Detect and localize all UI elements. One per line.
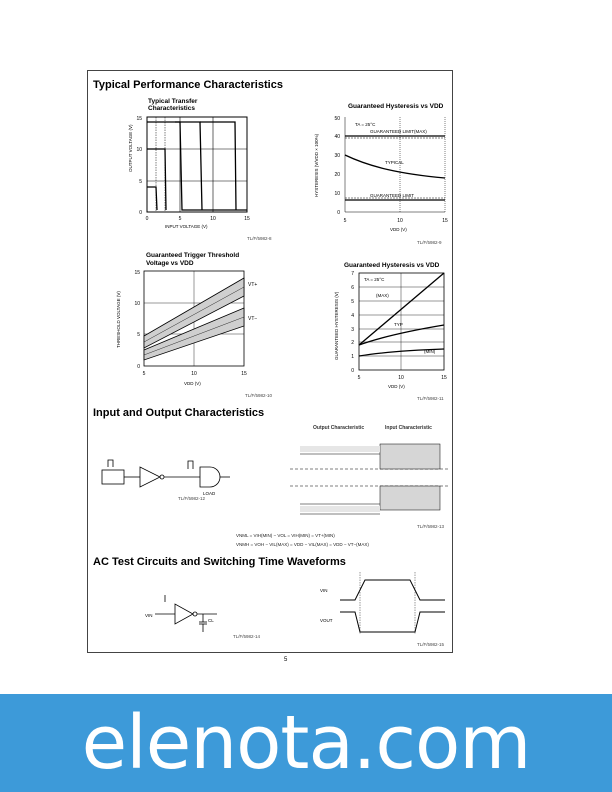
chart-hyst1-ytick: 0: [337, 210, 340, 216]
chart-hyst1-ann-typ: TYPICAL: [385, 160, 404, 165]
ac-cl-label: CL: [208, 618, 214, 623]
io-equation-2: VNMH = VOH − VIL(MAX) = VDD − VIL(MAX) = VDD − VT−(MAX): [236, 542, 369, 547]
chart-hyst1-ann-ta: TA = 25°C: [355, 122, 376, 127]
io-right-fig: TL/F/5982-13: [417, 524, 445, 529]
chart-transfer-title-2: Characteristics: [148, 105, 195, 112]
chart-transfer-title-1: Typical Transfer: [148, 98, 198, 105]
io-equation-1: VNML = VIH(MIN) − VOL = VIH(MIN) = VT+(MIN): [236, 533, 335, 538]
chart-hyst1-xtick: 15: [442, 218, 448, 224]
chart-hyst1-plot: [310, 112, 450, 242]
chart-hyst1-ytick: 50: [334, 116, 340, 122]
io-load-label: LOAD: [203, 491, 216, 496]
chart-transfer-plot: [120, 112, 260, 232]
chart-transfer-ytick: 5: [139, 179, 142, 185]
chart-hyst1-ytick: 20: [334, 172, 340, 178]
chart-transfer-fig: TL/F/5982-8: [247, 236, 272, 241]
chart-hyst2-ann-min: (MIN): [424, 349, 436, 354]
chart-hyst2-ann-max: (MAX): [376, 293, 389, 298]
chart-trigger-plot: [112, 268, 262, 388]
chart-transfer-ytick: 0: [139, 210, 142, 216]
chart-hyst2-ytick: 3: [351, 327, 354, 333]
chart-transfer-xtick: 15: [244, 216, 250, 222]
ac-vin-wave-label: VIN: [320, 588, 328, 593]
chart-trigger-ytick: 15: [134, 270, 140, 276]
ac-switching-waveforms: [320, 572, 450, 640]
section-title-ac: AC Test Circuits and Switching Time Waveforms: [93, 556, 346, 568]
chart-hyst2-ytick: 7: [351, 271, 354, 277]
chart-trigger-fig: TL/F/5982-10: [245, 393, 273, 398]
chart-hyst1-ann-min: GUARANTEED LIMIT: [370, 193, 415, 198]
chart-trigger-ytick: 10: [134, 301, 140, 307]
chart-trigger-ann-vtminus: VT−: [248, 316, 258, 322]
ac-right-fig: TL/F/5982-15: [417, 642, 445, 647]
chart-hyst2-ann-typ: TYP: [394, 322, 403, 327]
watermark-banner: [0, 694, 612, 792]
chart-hyst1-ytick: 40: [334, 134, 340, 140]
chart-hyst1-title: Guaranteed Hysteresis vs VDD: [348, 103, 444, 110]
ac-test-circuit: [145, 592, 235, 637]
chart-hyst2-ytick: 0: [351, 368, 354, 374]
chart-hyst2-xlabel: VDD (V): [388, 384, 405, 389]
chart-transfer-ytick: 10: [136, 147, 142, 153]
chart-hyst1-ytick: 10: [334, 191, 340, 197]
chart-hyst1-ann-max: GUARANTEED LIMIT(MAX): [370, 129, 427, 134]
section-title-io: Input and Output Characteristics: [93, 407, 265, 419]
chart-hyst2-ytick: 4: [351, 313, 354, 319]
chart-hyst1-xtick: 5: [343, 218, 347, 224]
chart-transfer-xtick: 5: [178, 216, 182, 222]
chart-transfer-ylabel: OUTPUT VOLTAGE (V): [128, 124, 133, 172]
chart-hyst2-ytick: 2: [351, 340, 354, 346]
io-left-fig: TL/F/5982-12: [178, 496, 206, 501]
chart-transfer-xtick: 0: [145, 216, 149, 222]
ac-vin-label: VIN: [145, 613, 153, 618]
chart-hyst2-xtick: 5: [357, 375, 361, 381]
chart-hyst2-xtick: 15: [441, 375, 447, 381]
chart-trigger-title-1: Guaranteed Trigger Threshold: [146, 252, 240, 259]
chart-trigger-ylabel: THRESHOLD VOLTAGE (V): [116, 291, 121, 348]
chart-hyst2-ytick: 1: [351, 354, 354, 360]
chart-transfer-ytick: 15: [136, 116, 142, 122]
chart-trigger-ytick: 5: [137, 332, 140, 338]
watermark-text[interactable]: elenota.com: [81, 700, 531, 786]
chart-trigger-xlabel: VDD (V): [184, 381, 201, 386]
chart-hyst2-plot: [324, 270, 454, 390]
chart-hyst1-xtick: 10: [397, 218, 403, 224]
ac-left-fig: TL/F/5982-14: [233, 634, 261, 639]
chart-hyst1-fig: TL/F/5982-9: [417, 240, 442, 245]
io-header-input: Input Characteristic: [385, 425, 432, 431]
chart-hyst2-title: Guaranteed Hysteresis vs VDD: [344, 262, 440, 269]
section-title-typical: Typical Performance Characteristics: [93, 79, 283, 91]
page-number: 5: [284, 657, 288, 663]
io-circuit-diagram: [100, 455, 280, 500]
chart-hyst2-ylabel: GUARANTEED HYSTERESIS (V): [334, 291, 339, 360]
chart-hyst1-xlabel: VDD (V): [390, 227, 407, 232]
chart-hyst2-fig: TL/F/5982-11: [417, 396, 444, 401]
chart-hyst1-ytick: 30: [334, 153, 340, 159]
chart-trigger-title-2: Voltage vs VDD: [146, 260, 194, 267]
chart-transfer-xlabel: INPUT VOLTAGE (V): [165, 224, 208, 229]
chart-trigger-xtick: 5: [142, 371, 146, 377]
io-header-output: Output Characteristic: [313, 425, 365, 431]
io-characteristic-diagram: [290, 432, 450, 527]
chart-trigger-ann-vtplus: VT+: [248, 282, 258, 288]
chart-transfer-xtick: 10: [210, 216, 216, 222]
chart-trigger-xtick: 15: [241, 371, 247, 377]
chart-hyst2-ytick: 6: [351, 285, 354, 291]
ac-vout-wave-label: VOUT: [320, 618, 333, 623]
chart-hyst2-ytick: 5: [351, 299, 354, 305]
chart-hyst1-ylabel: HYSTERESIS (V/VDD × 100%): [314, 133, 319, 197]
chart-hyst2-xtick: 10: [398, 375, 404, 381]
chart-trigger-ytick: 0: [137, 364, 140, 370]
chart-hyst2-ann-ta: TA = 25°C: [364, 277, 385, 282]
chart-trigger-xtick: 10: [191, 371, 197, 377]
